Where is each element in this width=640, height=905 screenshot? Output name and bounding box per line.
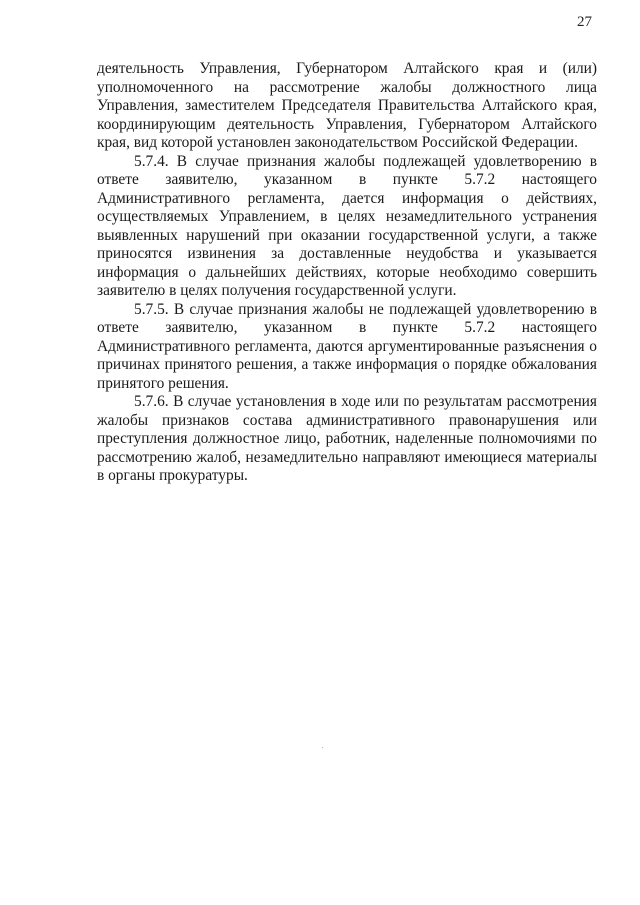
document-body — [97, 60, 597, 486]
paragraph-continuation: деятельность Управления, Губернатором Алтайского края и (или) уполномоченного на рассмотрение жалобы должностного лица Управления, заместителем Председателя Правительства Алтайского края, координирующим деятельность Управления, Губернатором Алтайского края, вид которой установлен законодательством Российской Федерации. — [97, 60, 597, 151]
paragraph-5-7-6: 5.7.6. В случае установления в ходе или по результатам рассмотрения жалобы признаков состава административного правонарушения или преступления должностное лицо, работник, наделенные полномочиями по рассмотрению жалоб, незамедлительно направляют имеющиеся материалы в органы прокуратуры. — [97, 393, 597, 484]
scan-speck — [322, 747, 323, 748]
paragraph-5-7-5: 5.7.5. В случае признания жалобы не подлежащей удовлетворению в ответе заявителю, указанном в пункте 5.7.2 настоящего Административного регламента, даются аргументированные разъяснения о причинах принятого решения, а также информация о порядке обжалования принятого решения. — [97, 300, 597, 392]
paragraph-5-7-4: 5.7.4. В случае признания жалобы подлежащей удовлетворению в ответе заявителю, указанном в пункте 5.7.2 настоящего Административного регламента, дается информация о действиях, осуществляемых Управлением, в целях незамедлительного устранения выявленных нарушений при оказании государственной услуги, а также приносятся извинения за доставленные неудобства и указывается информация о дальнейших действиях, которые необходимо совершить заявителю в целях получения государственной услуги. — [97, 152, 597, 299]
page-number: 27 — [577, 14, 592, 30]
